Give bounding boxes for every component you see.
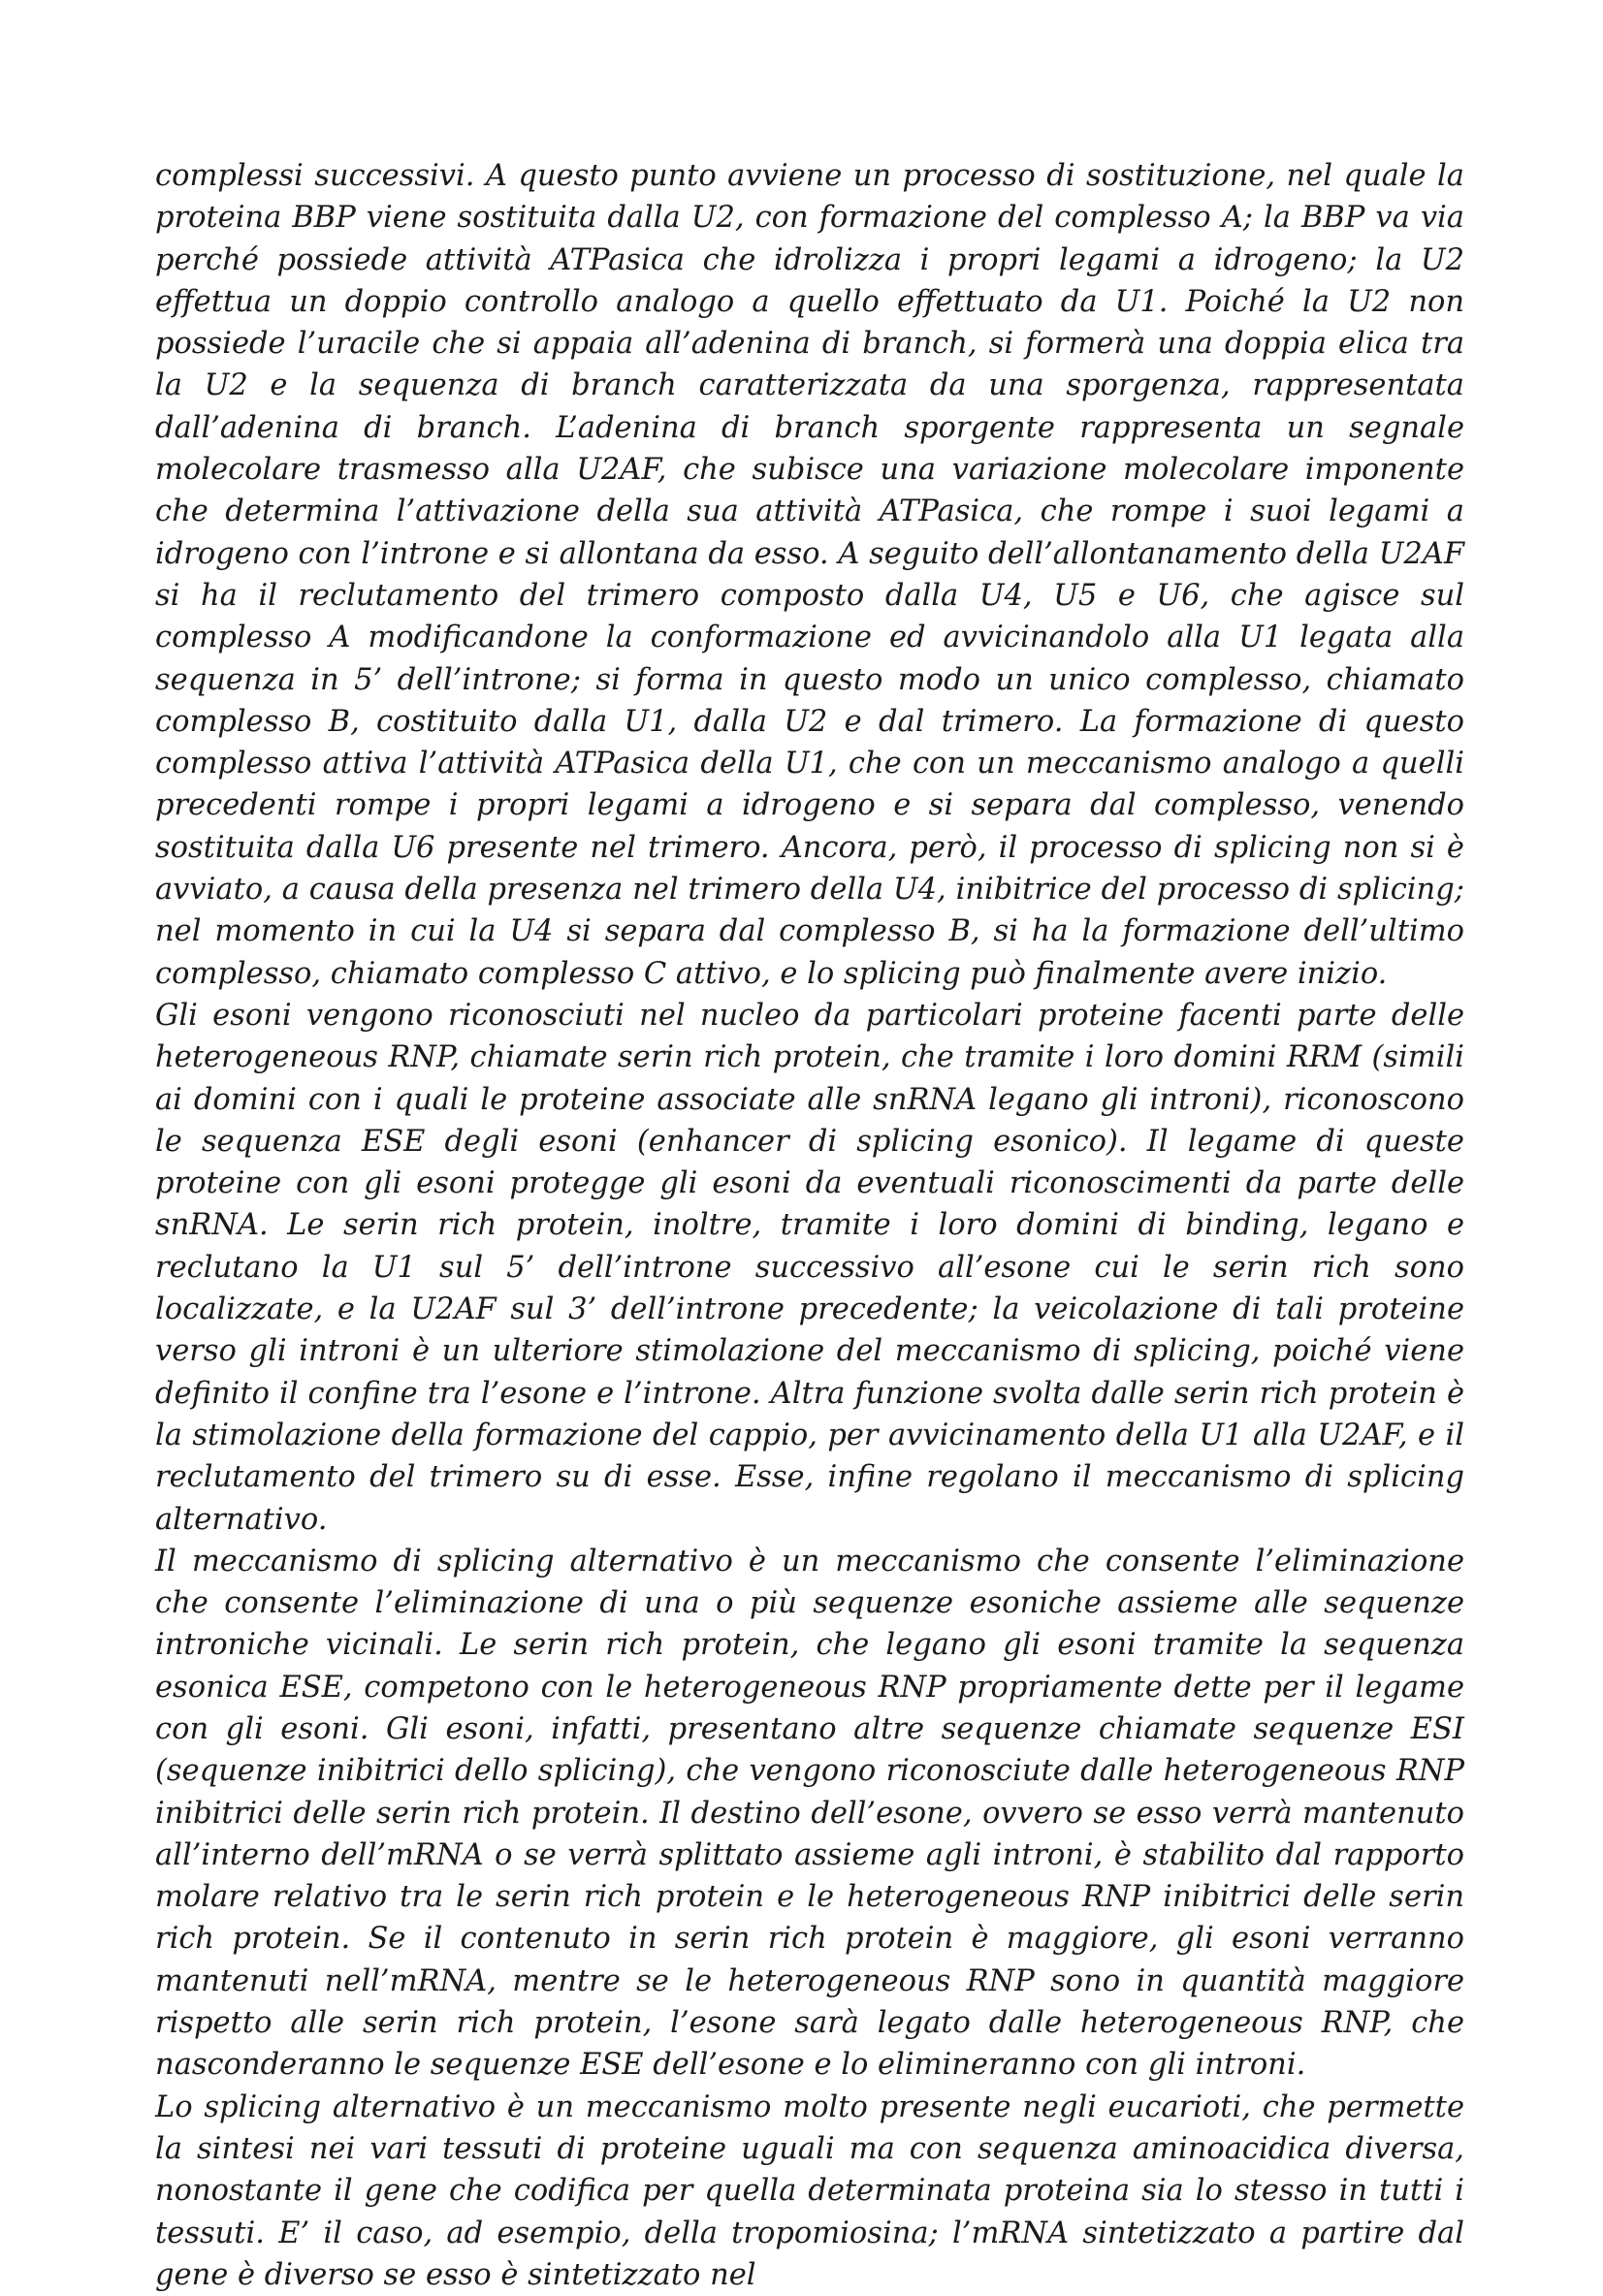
paragraph-alternative-splicing-eukaryotes: Lo splicing alternativo è un meccanismo molto presente negli eucarioti, che permette la sintesi nei vari tessuti di proteine uguali ma con sequenza aminoacidica diversa, nonostante il gene che codifica per quella determinata proteina sia lo stesso in tutti i tessuti. E’ il caso, ad esempio, della tropomiosina; l’mRNA sintetizzato a partire dal gene è diverso se esso è sintetizzato nel — [155, 2089, 1464, 2292]
paragraph-spliceosome-assembly: complessi successivi. A questo punto avviene un processo di sostituzione, nel quale la proteina BBP viene sostituita dalla U2, con formazione del complesso A; la BBP va via perché possiede attività ATPasica che idrolizza i propri legami a idrogeno; la U2 effettua un doppio controllo analogo a quello effettuato da U1. Poiché la U2 non possiede l’uracile che si appaia all’adenina di branch, si formerà una doppia elica tra la U2 e la sequenza di branch caratterizzata da una sporgenza, rappresentata dall’adenina di branch. L’adenina di branch sporgente rappresenta un segnale molecolare trasmesso alla U2AF, che subisce una variazione molecolare imponente che determina l’attivazione della sua attività ATPasica, che rompe i suoi legami a idrogeno con l’introne e si allontana da esso. A seguito dell’allontanamento della U2AF si ha il reclutamento del trimero composto dalla U4, U5 e U6, che agisce sul complesso A modificandone la conformazione ed avvicinandolo alla U1 legata alla sequenza in 5’ dell’introne; si forma in questo modo un unico complesso, chiamato complesso B, costituito dalla U1, dalla U2 e dal trimero. La formazione di questo complesso attiva l’attività ATPasica della U1, che con un meccanismo analogo a quelli precedenti rompe i propri legami a idrogeno e si separa dal complesso, venendo sostituita dalla U6 presente nel trimero. Ancora, però, il processo di splicing non si è avviato, a causa della presenza nel trimero della U4, inibitrice del processo di splicing; nel momento in cui la U4 si separa dal complesso B, si ha la formazione dell’ultimo complesso, chiamato complesso C attivo, e lo splicing può finalmente avere inizio. — [155, 159, 1464, 991]
paragraph-exon-recognition: Gli esoni vengono riconosciuti nel nucleo da particolari proteine facenti parte delle heterogeneous RNP, chiamate serin rich protein, che tramite i loro domini RRM (simili ai domini con i quali le proteine associate alle snRNA legano gli introni), riconoscono le sequenza ESE degli esoni (enhancer di splicing esonico). Il legame di queste proteine con gli esoni protegge gli esoni da eventuali riconoscimenti da parte delle snRNA. Le serin rich protein, inoltre, tramite i loro domini di binding, legano e reclutano la U1 sul 5’ dell’introne successivo all’esone cui le serin rich sono localizzate, e la U2AF sul 3’ dell’introne precedente; la veicolazione di tali proteine verso gli introni è un ulteriore stimolazione del meccanismo di splicing, poiché viene definito il confine tra l’esone e l’introne. Altra funzione svolta dalle serin rich protein è la stimolazione della formazione del cappio, per avvicinamento della U1 alla U2AF, e il reclutamento del trimero su di esse. Esse, infine regolano il meccanismo di splicing alternativo. — [155, 998, 1464, 1537]
paragraph-alternative-splicing-mechanism: Il meccanismo di splicing alternativo è un meccanismo che consente l’eliminazione che consente l’eliminazione di una o più sequenze esoniche assieme alle sequenze introniche vicinali. Le serin rich protein, che legano gli esoni tramite la sequenza esonica ESE, competono con le heterogeneous RNP propriamente dette per il legame con gli esoni. Gli esoni, infatti, presentano altre sequenze chiamate sequenze ESI (sequenze inibitrici dello splicing), che vengono riconosciute dalle heterogeneous RNP inibitrici delle serin rich protein. Il destino dell’esone, ovvero se esso verrà mantenuto all’interno dell’mRNA o se verrà splittato assieme agli introni, è stabilito dal rapporto molare relativo tra le serin rich protein e le heterogeneous RNP inibitrici delle serin rich protein. Se il contenuto in serin rich protein è maggiore, gli esoni verranno mantenuti nell’mRNA, mentre se le heterogeneous RNP sono in quantità maggiore rispetto alle serin rich protein, l’esone sarà legato dalle heterogeneous RNP, che nasconderanno le sequenze ESE dell’esone e lo elimineranno con gli introni. — [155, 1544, 1464, 2083]
document-body — [155, 155, 1464, 2296]
